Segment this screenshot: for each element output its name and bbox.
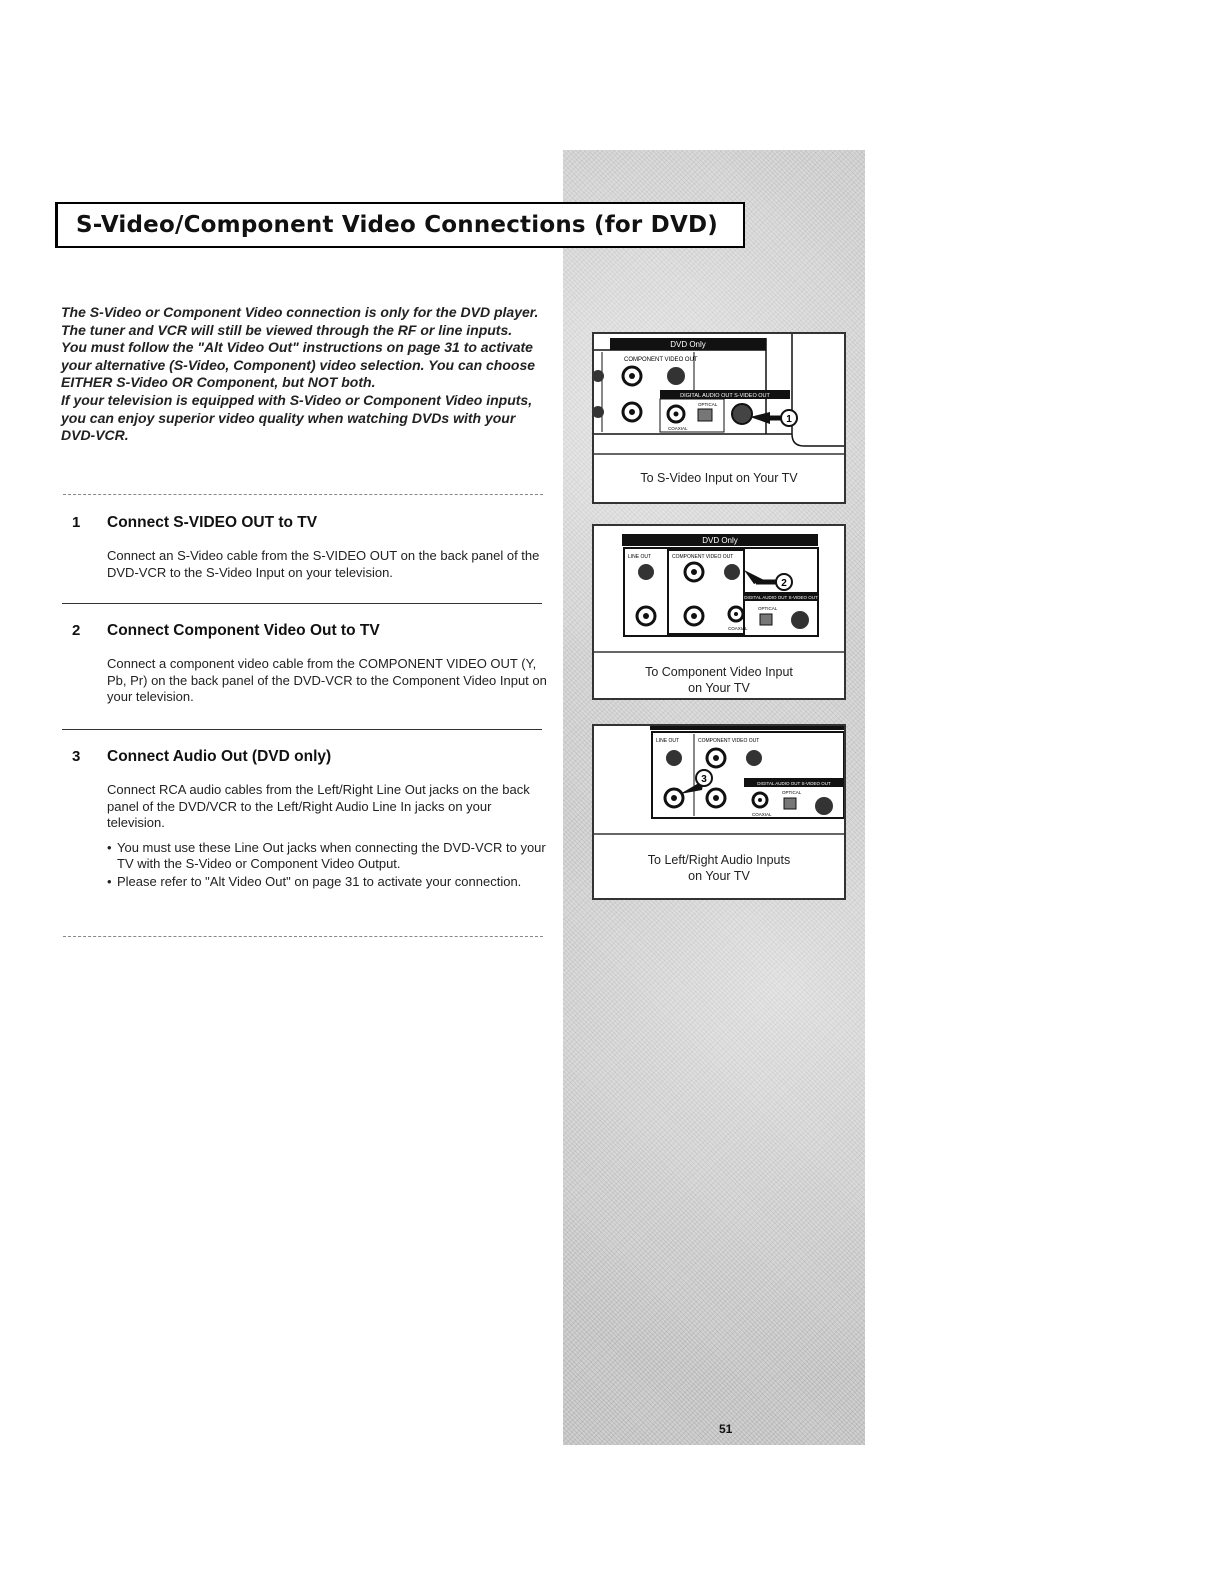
callout-number: 3 <box>701 774 707 785</box>
step-heading: Connect Audio Out (DVD only) <box>107 748 332 765</box>
step-body: Connect an S-Video cable from the S-VIDEO OUT on the back panel of the DVD-VCR to the S-Video Input on your television. <box>107 548 540 580</box>
panel-caption: on Your TV <box>688 681 750 695</box>
step-number: 2 <box>72 622 81 639</box>
optical-label: OPTICAL <box>758 606 778 611</box>
divider <box>62 729 542 730</box>
digital-audio-label: DIGITAL AUDIO OUT S-VIDEO OUT <box>680 393 770 399</box>
step-heading: Connect S-VIDEO OUT to TV <box>107 514 318 531</box>
coaxial-label: COAXIAL <box>668 426 688 431</box>
coaxial-label: COAXIAL <box>752 812 772 817</box>
step-heading: Connect Component Video Out to TV <box>107 622 380 639</box>
step-3 <box>62 748 546 928</box>
bullet-item: • Please refer to "Alt Video Out" on page 31 to activate your connection. <box>107 874 547 891</box>
illustration-panel-component <box>592 524 846 700</box>
component-label: COMPONENT VIDEO OUT <box>672 554 734 560</box>
divider <box>62 603 542 604</box>
callout-number: 1 <box>786 414 792 425</box>
step-2 <box>62 622 547 722</box>
step-body <box>107 782 547 891</box>
component-label: COMPONENT VIDEO OUT <box>698 738 760 744</box>
coaxial-label: COAXIAL <box>728 626 748 631</box>
intro-paragraph: The S-Video or Component Video connection is only for the DVD player. The tuner and VCR will still be viewed through the RF or line inputs. <box>61 304 539 338</box>
line-out-label: LINE OUT <box>628 554 652 560</box>
bullet-list <box>107 840 547 891</box>
illustration-panel-audio <box>592 724 846 900</box>
component-label: COMPONENT VIDEO OUT <box>624 357 698 363</box>
step-1 <box>62 514 542 594</box>
panel-header-label: DVD Only <box>702 536 738 545</box>
panel-caption: To Component Video Input <box>645 665 793 679</box>
panel-caption: To Left/Right Audio Inputs <box>647 853 791 867</box>
intro-paragraph: If your television is equipped with S-Video or Component Video inputs, you can enjoy superior video quality when watching DVDs with your DVD-VCR. <box>61 391 533 444</box>
page-number: 51 <box>719 1422 733 1436</box>
bullet-item: • You must use these Line Out jacks when connecting the DVD-VCR to your TV with the S-Video or Component Video Output. <box>107 840 547 873</box>
intro-paragraph: You must follow the "Alt Video Out" instructions on page 31 to activate your alternative (S-Video, Component) video selection. You can choose EITHER S-Video OR Component, but NOT both. <box>61 339 536 391</box>
step-body: Connect a component video cable from the COMPONENT VIDEO OUT (Y, Pb, Pr) on the back panel of the DVD-VCR to the Component Video Input on your television. <box>107 656 547 704</box>
panel-caption: on Your TV <box>688 869 750 883</box>
section-title-box <box>55 202 745 248</box>
intro-text <box>61 304 539 445</box>
optical-label: OPTICAL <box>782 790 802 795</box>
line-out-label: LINE OUT <box>656 738 680 744</box>
callout-number: 2 <box>781 578 787 589</box>
digital-audio-label: DIGITAL AUDIO OUT S-VIDEO OUT <box>744 595 818 600</box>
divider <box>63 494 543 495</box>
divider <box>63 936 543 937</box>
step-number: 1 <box>72 514 81 531</box>
optical-label: OPTICAL <box>698 402 718 407</box>
digital-audio-label: DIGITAL AUDIO OUT S-VIDEO OUT <box>757 781 831 786</box>
step-body-text: Connect RCA audio cables from the Left/Right Line Out jacks on the back panel of the DVD/VCR to the Left/Right Audio Line In jacks on your television. <box>107 782 530 830</box>
illustration-panel-svideo <box>592 332 846 504</box>
step-number: 3 <box>72 748 81 765</box>
panel-header-label: DVD Only <box>670 340 706 349</box>
panel-caption: To S-Video Input on Your TV <box>640 471 798 485</box>
page-title: S-Video/Component Video Connections (for DVD) <box>76 212 718 238</box>
